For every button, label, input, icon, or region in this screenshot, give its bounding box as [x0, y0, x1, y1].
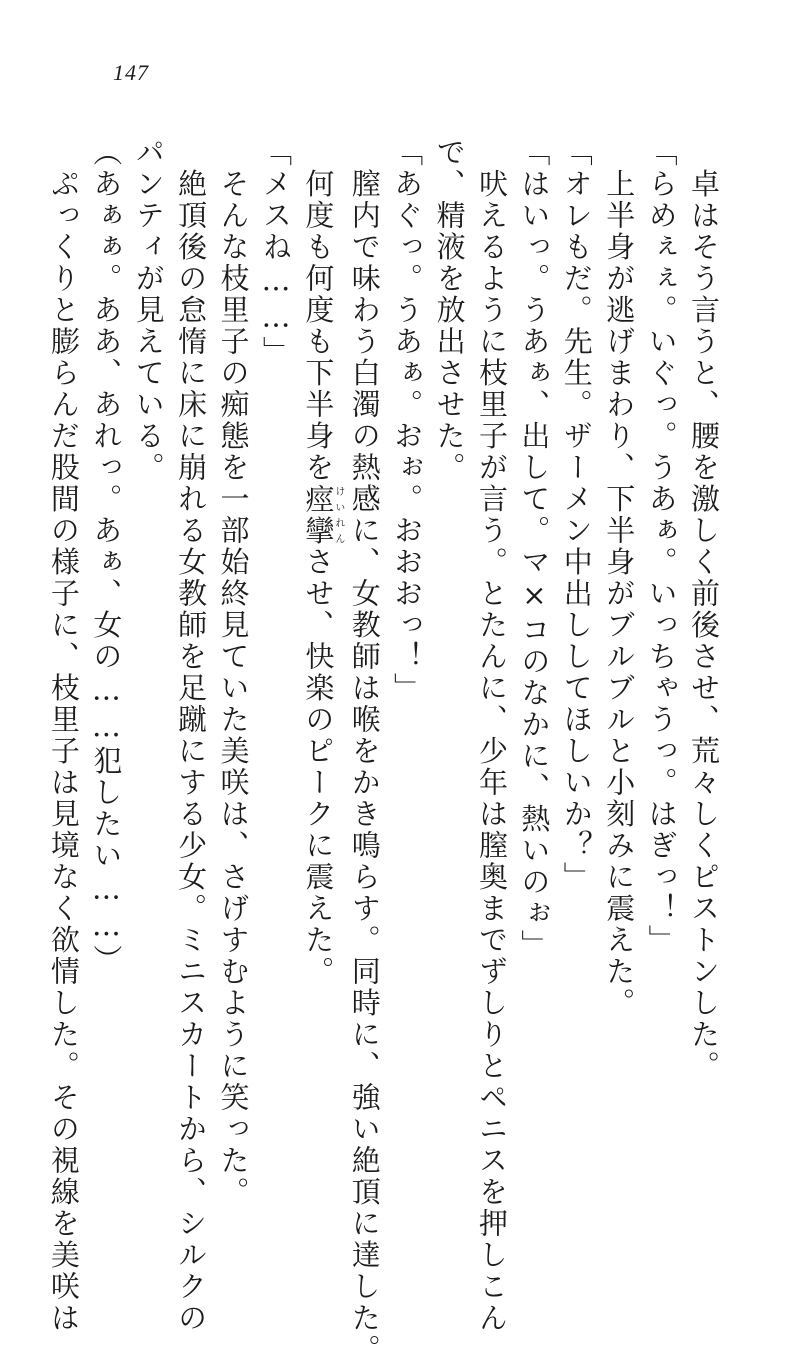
- text-line: 膣内で味わう白濁の熱感に、女教師は喉をかき鳴らす。同時に、強い絶頂に達した。: [347, 137, 382, 1366]
- text-line: パンティが見えている。: [131, 137, 166, 484]
- text-segment: させ、快楽のピークに震えた。: [301, 546, 336, 988]
- text-line: 絶頂後の怠惰に床に崩れる女教師を足蹴にする少女。ミニスカートから、シルクの: [174, 137, 209, 1334]
- page-number: 147: [113, 60, 149, 85]
- text-line: 「オレもだ。先生。ザーメン中出ししてほしいか？」: [559, 137, 594, 893]
- text-line: 「あぐっ。うあぁ。おぉ。おおおっ！」: [390, 137, 425, 704]
- text-line: ぷっくりと膨らんだ股間の様子に、枝里子は見境なく欲情した。その視線を美咲は: [46, 137, 81, 1334]
- vertical-text-body: [46, 137, 725, 1366]
- ruby-annotation: [301, 483, 344, 547]
- text-segment: 何度も何度も下半身を: [301, 137, 336, 484]
- text-line: 上半身が逃げまわり、下半身がブルブルと小刻みに震えた。: [602, 137, 637, 1019]
- text-line: 「らめぇぇ。いぐっ。うあぁ。いっちゃうっ。はぎっ！」: [644, 137, 679, 956]
- text-line: 吠えるように枝里子が言う。とたんに、少年は膣奥までずしりとペニスを押しこん: [474, 137, 509, 1334]
- text-line: （あぁぁ。ああ、あれっ。あぁ、女の……犯したい……）: [89, 137, 124, 976]
- text-line: 「はいっ。うあぁ、出して。マ×コのなかに、熱いのぉ」: [517, 137, 552, 961]
- ruby-base: 痙攣: [301, 483, 336, 547]
- text-line: 卓はそう言うと、腰を激しく前後させ、荒々しくピストンした。: [687, 137, 721, 1082]
- text-line-with-ruby: [297, 137, 343, 1107]
- ruby-reading: けいれん: [332, 483, 344, 547]
- text-line: そんな枝里子の痴態を一部始終見ていた美咲は、さげすむように笑った。: [216, 137, 251, 1208]
- text-line: で、精液を放出させた。: [432, 137, 467, 484]
- text-line: 「メスね……」: [258, 137, 293, 368]
